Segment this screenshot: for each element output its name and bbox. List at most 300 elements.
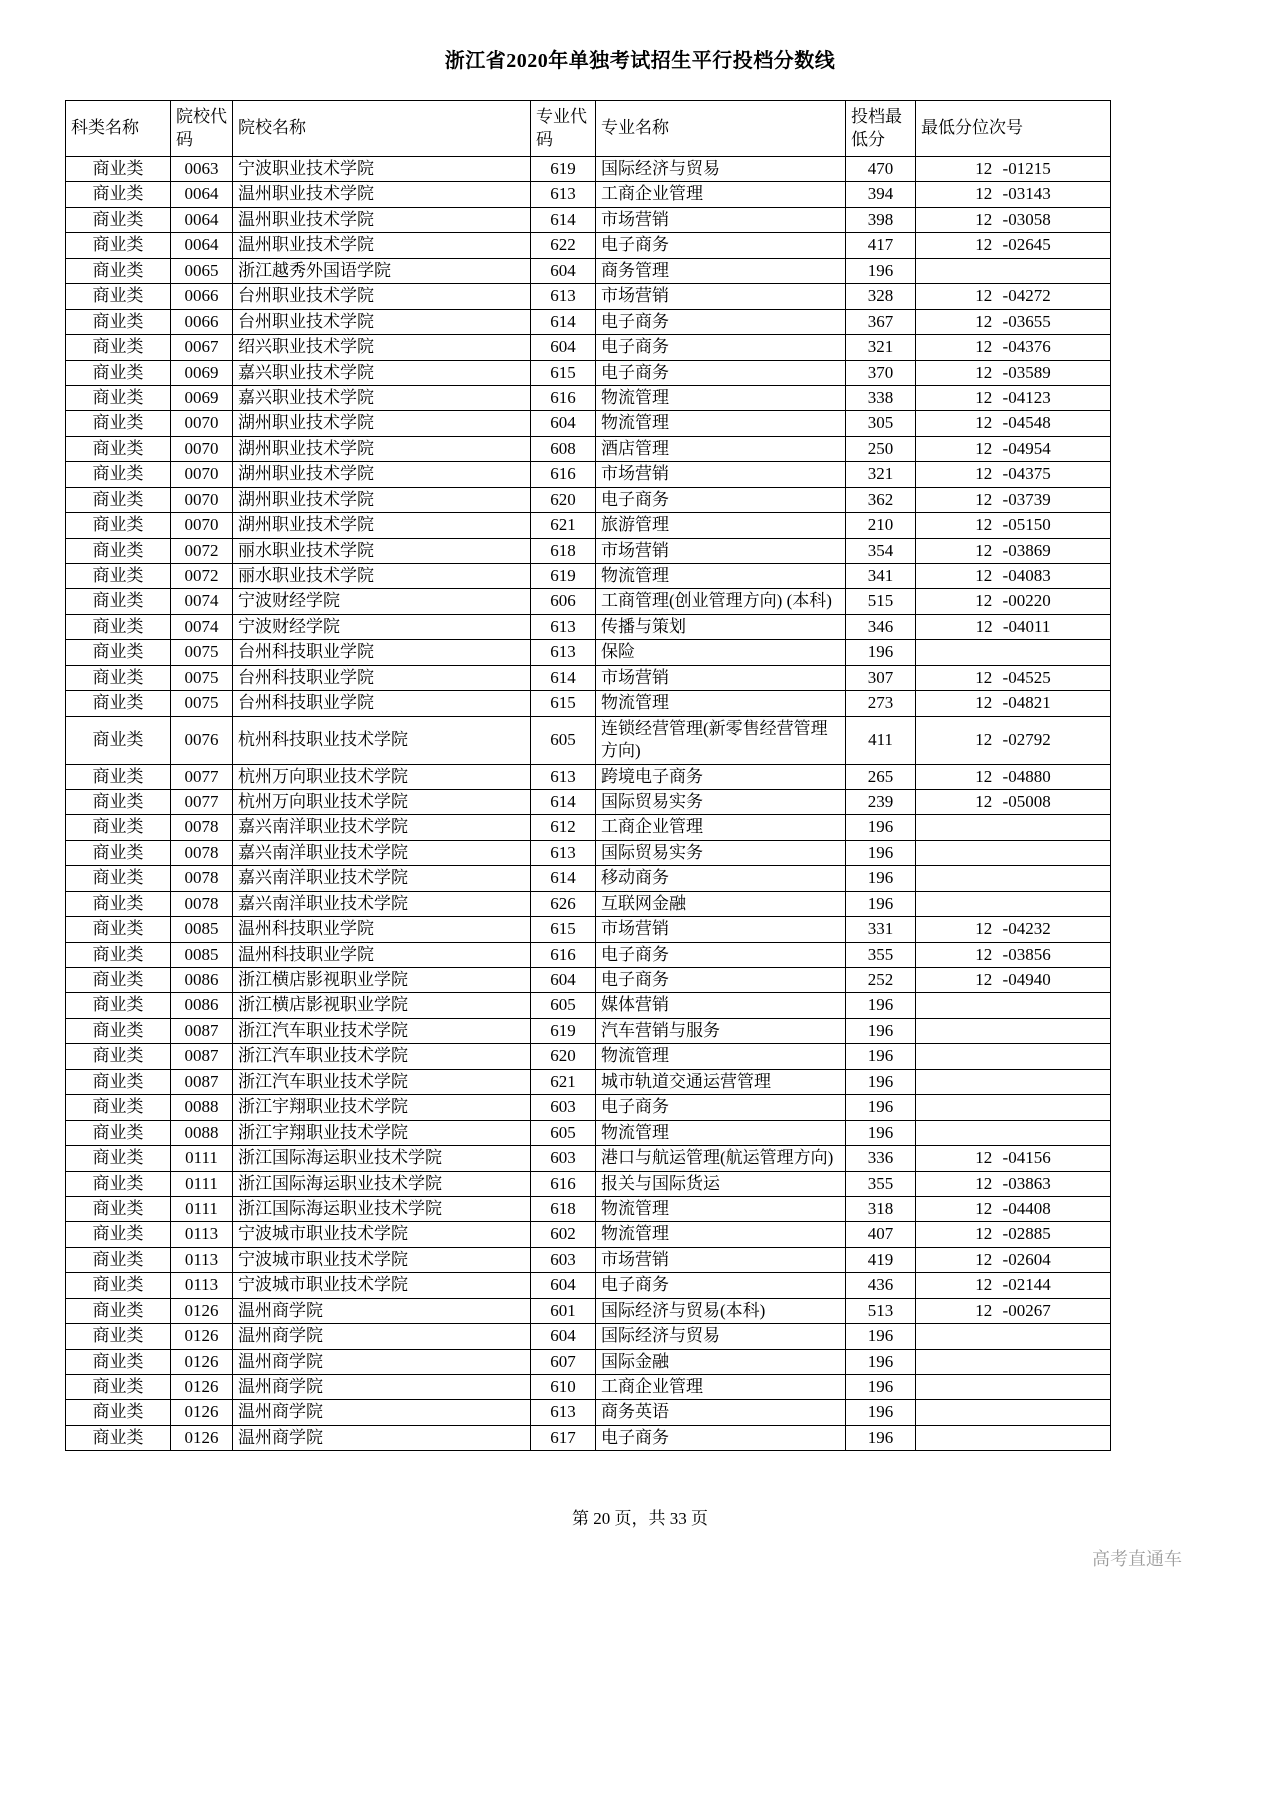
school-name-cell: 丽水职业技术学院 <box>233 538 531 563</box>
rank-cell <box>916 1018 1111 1043</box>
major-name-cell: 电子商务 <box>596 360 846 385</box>
major-name-cell: 酒店管理 <box>596 436 846 461</box>
school-name-cell: 宁波城市职业技术学院 <box>233 1222 531 1247</box>
school-name-cell: 宁波财经学院 <box>233 614 531 639</box>
table-row <box>66 917 1111 942</box>
school-code-cell: 0126 <box>171 1298 233 1323</box>
rank-cell <box>916 866 1111 891</box>
rank-cell: 12 -00267 <box>916 1298 1111 1323</box>
school-code-cell: 0063 <box>171 157 233 182</box>
school-name-cell: 温州职业技术学院 <box>233 233 531 258</box>
major-code-cell: 619 <box>531 157 596 182</box>
school-name-cell: 湖州职业技术学院 <box>233 487 531 512</box>
school-name-cell: 温州商学院 <box>233 1375 531 1400</box>
rank-cell <box>916 1095 1111 1120</box>
school-name-cell: 宁波城市职业技术学院 <box>233 1273 531 1298</box>
category-cell: 商业类 <box>66 1273 171 1298</box>
rank-cell: 12 -02604 <box>916 1247 1111 1272</box>
school-name-cell: 宁波职业技术学院 <box>233 157 531 182</box>
major-code-cell: 607 <box>531 1349 596 1374</box>
major-code-cell: 604 <box>531 258 596 283</box>
min-score-cell: 419 <box>846 1247 916 1272</box>
school-name-cell: 杭州科技职业技术学院 <box>233 716 531 764</box>
table-row <box>66 866 1111 891</box>
school-code-cell: 0078 <box>171 866 233 891</box>
school-code-cell: 0078 <box>171 815 233 840</box>
table-row <box>66 462 1111 487</box>
major-code-cell: 618 <box>531 538 596 563</box>
min-score-cell: 307 <box>846 665 916 690</box>
table-row <box>66 589 1111 614</box>
major-code-cell: 621 <box>531 1069 596 1094</box>
min-score-cell: 470 <box>846 157 916 182</box>
category-cell: 商业类 <box>66 866 171 891</box>
rank-cell: 12 -04011 <box>916 614 1111 639</box>
table-row <box>66 335 1111 360</box>
school-name-cell: 浙江汽车职业技术学院 <box>233 1044 531 1069</box>
category-cell: 商业类 <box>66 411 171 436</box>
table-row <box>66 1349 1111 1374</box>
major-code-cell: 601 <box>531 1298 596 1323</box>
major-code-cell: 604 <box>531 1273 596 1298</box>
category-cell: 商业类 <box>66 564 171 589</box>
category-cell: 商业类 <box>66 968 171 993</box>
min-score-cell: 407 <box>846 1222 916 1247</box>
table-row <box>66 1273 1111 1298</box>
min-score-cell: 338 <box>846 385 916 410</box>
major-name-cell: 汽车营销与服务 <box>596 1018 846 1043</box>
major-name-cell: 物流管理 <box>596 1196 846 1221</box>
min-score-cell: 196 <box>846 993 916 1018</box>
category-cell: 商业类 <box>66 309 171 334</box>
major-name-cell: 移动商务 <box>596 866 846 891</box>
category-cell: 商业类 <box>66 1146 171 1171</box>
school-code-cell: 0066 <box>171 309 233 334</box>
school-name-cell: 温州科技职业学院 <box>233 942 531 967</box>
min-score-cell: 321 <box>846 335 916 360</box>
table-row <box>66 789 1111 814</box>
table-row <box>66 1324 1111 1349</box>
major-code-cell: 614 <box>531 789 596 814</box>
table-row <box>66 840 1111 865</box>
major-name-cell: 物流管理 <box>596 1222 846 1247</box>
school-code-cell: 0070 <box>171 436 233 461</box>
table-row <box>66 1120 1111 1145</box>
min-score-cell: 196 <box>846 1349 916 1374</box>
major-code-cell: 610 <box>531 1375 596 1400</box>
category-cell: 商业类 <box>66 335 171 360</box>
school-name-cell: 台州科技职业学院 <box>233 640 531 665</box>
school-name-cell: 温州职业技术学院 <box>233 207 531 232</box>
category-cell: 商业类 <box>66 942 171 967</box>
rank-cell: 12 -03739 <box>916 487 1111 512</box>
major-code-cell: 617 <box>531 1425 596 1450</box>
school-name-cell: 温州职业技术学院 <box>233 182 531 207</box>
rank-cell: 12 -03863 <box>916 1171 1111 1196</box>
major-name-cell: 市场营销 <box>596 284 846 309</box>
rank-cell: 12 -04123 <box>916 385 1111 410</box>
major-name-cell: 电子商务 <box>596 1273 846 1298</box>
major-code-cell: 613 <box>531 284 596 309</box>
major-name-cell: 物流管理 <box>596 691 846 716</box>
school-name-cell: 嘉兴南洋职业技术学院 <box>233 891 531 916</box>
rank-cell: 12 -03856 <box>916 942 1111 967</box>
school-code-cell: 0086 <box>171 968 233 993</box>
school-name-cell: 台州科技职业学院 <box>233 665 531 690</box>
major-code-cell: 613 <box>531 182 596 207</box>
category-cell: 商业类 <box>66 614 171 639</box>
school-code-cell: 0072 <box>171 538 233 563</box>
category-cell: 商业类 <box>66 1044 171 1069</box>
major-code-cell: 618 <box>531 1196 596 1221</box>
rank-cell <box>916 1349 1111 1374</box>
table-row <box>66 815 1111 840</box>
major-code-cell: 613 <box>531 764 596 789</box>
rank-cell: 12 -02885 <box>916 1222 1111 1247</box>
major-code-cell: 602 <box>531 1222 596 1247</box>
min-score-cell: 318 <box>846 1196 916 1221</box>
rank-cell: 12 -00220 <box>916 589 1111 614</box>
major-name-cell: 市场营销 <box>596 207 846 232</box>
school-name-cell: 湖州职业技术学院 <box>233 436 531 461</box>
rank-cell: 12 -04821 <box>916 691 1111 716</box>
category-cell: 商业类 <box>66 1400 171 1425</box>
rank-cell: 12 -04548 <box>916 411 1111 436</box>
min-score-cell: 196 <box>846 866 916 891</box>
school-code-cell: 0074 <box>171 614 233 639</box>
rank-cell: 12 -03143 <box>916 182 1111 207</box>
major-code-cell: 603 <box>531 1247 596 1272</box>
major-name-cell: 国际经济与贸易 <box>596 1324 846 1349</box>
min-score-cell: 328 <box>846 284 916 309</box>
major-name-cell: 工商企业管理 <box>596 815 846 840</box>
major-name-cell: 电子商务 <box>596 487 846 512</box>
category-cell: 商业类 <box>66 1018 171 1043</box>
major-code-cell: 612 <box>531 815 596 840</box>
category-cell: 商业类 <box>66 538 171 563</box>
school-name-cell: 嘉兴南洋职业技术学院 <box>233 815 531 840</box>
school-code-cell: 0069 <box>171 360 233 385</box>
major-name-cell: 商务管理 <box>596 258 846 283</box>
school-code-cell: 0113 <box>171 1247 233 1272</box>
table-row <box>66 182 1111 207</box>
major-code-cell: 608 <box>531 436 596 461</box>
major-name-cell: 市场营销 <box>596 665 846 690</box>
major-code-cell: 613 <box>531 1400 596 1425</box>
table-row <box>66 538 1111 563</box>
major-code-cell: 615 <box>531 691 596 716</box>
rank-cell: 12 -04880 <box>916 764 1111 789</box>
major-code-cell: 605 <box>531 716 596 764</box>
rank-cell: 12 -04375 <box>916 462 1111 487</box>
table-row <box>66 1095 1111 1120</box>
rank-cell <box>916 1324 1111 1349</box>
table-row <box>66 640 1111 665</box>
rank-cell: 12 -04408 <box>916 1196 1111 1221</box>
major-code-cell: 621 <box>531 513 596 538</box>
major-name-cell: 报关与国际货运 <box>596 1171 846 1196</box>
min-score-cell: 436 <box>846 1273 916 1298</box>
min-score-cell: 196 <box>846 1324 916 1349</box>
rank-cell <box>916 1425 1111 1450</box>
school-code-cell: 0087 <box>171 1069 233 1094</box>
major-name-cell: 媒体营销 <box>596 993 846 1018</box>
major-name-cell: 物流管理 <box>596 411 846 436</box>
major-name-cell: 电子商务 <box>596 1425 846 1450</box>
major-name-cell: 电子商务 <box>596 335 846 360</box>
category-cell: 商业类 <box>66 691 171 716</box>
table-row <box>66 360 1111 385</box>
school-code-cell: 0126 <box>171 1324 233 1349</box>
category-cell: 商业类 <box>66 1120 171 1145</box>
rank-cell <box>916 1400 1111 1425</box>
table-row <box>66 1400 1111 1425</box>
school-code-cell: 0070 <box>171 513 233 538</box>
school-code-cell: 0064 <box>171 182 233 207</box>
min-score-cell: 346 <box>846 614 916 639</box>
school-name-cell: 绍兴职业技术学院 <box>233 335 531 360</box>
major-name-cell: 连锁经营管理(新零售经营管理方向) <box>596 716 846 764</box>
category-cell: 商业类 <box>66 891 171 916</box>
major-code-cell: 604 <box>531 411 596 436</box>
rank-cell <box>916 993 1111 1018</box>
rank-cell: 12 -04232 <box>916 917 1111 942</box>
column-header: 科类名称 <box>66 101 171 157</box>
rank-cell: 12 -03655 <box>916 309 1111 334</box>
school-name-cell: 宁波财经学院 <box>233 589 531 614</box>
major-code-cell: 604 <box>531 968 596 993</box>
category-cell: 商业类 <box>66 157 171 182</box>
school-name-cell: 浙江汽车职业技术学院 <box>233 1018 531 1043</box>
school-code-cell: 0070 <box>171 411 233 436</box>
major-name-cell: 传播与策划 <box>596 614 846 639</box>
major-name-cell: 电子商务 <box>596 1095 846 1120</box>
table-row <box>66 309 1111 334</box>
major-name-cell: 物流管理 <box>596 1044 846 1069</box>
rank-cell: 12 -05008 <box>916 789 1111 814</box>
major-code-cell: 604 <box>531 1324 596 1349</box>
table-row <box>66 968 1111 993</box>
major-code-cell: 613 <box>531 840 596 865</box>
school-name-cell: 嘉兴南洋职业技术学院 <box>233 866 531 891</box>
major-code-cell: 605 <box>531 1120 596 1145</box>
min-score-cell: 196 <box>846 1069 916 1094</box>
rank-cell: 12 -01215 <box>916 157 1111 182</box>
table-row <box>66 614 1111 639</box>
school-name-cell: 温州科技职业学院 <box>233 917 531 942</box>
major-name-cell: 市场营销 <box>596 462 846 487</box>
column-header: 院校代码 <box>171 101 233 157</box>
school-code-cell: 0074 <box>171 589 233 614</box>
school-code-cell: 0065 <box>171 258 233 283</box>
school-name-cell: 宁波城市职业技术学院 <box>233 1247 531 1272</box>
category-cell: 商业类 <box>66 462 171 487</box>
major-code-cell: 616 <box>531 385 596 410</box>
category-cell: 商业类 <box>66 840 171 865</box>
category-cell: 商业类 <box>66 917 171 942</box>
school-code-cell: 0077 <box>171 789 233 814</box>
category-cell: 商业类 <box>66 764 171 789</box>
table-row <box>66 233 1111 258</box>
category-cell: 商业类 <box>66 815 171 840</box>
table-row <box>66 1196 1111 1221</box>
min-score-cell: 394 <box>846 182 916 207</box>
major-name-cell: 电子商务 <box>596 942 846 967</box>
category-cell: 商业类 <box>66 233 171 258</box>
school-code-cell: 0126 <box>171 1375 233 1400</box>
category-cell: 商业类 <box>66 513 171 538</box>
school-code-cell: 0086 <box>171 993 233 1018</box>
category-cell: 商业类 <box>66 182 171 207</box>
min-score-cell: 355 <box>846 1171 916 1196</box>
major-name-cell: 国际金融 <box>596 1349 846 1374</box>
major-code-cell: 603 <box>531 1095 596 1120</box>
school-code-cell: 0085 <box>171 942 233 967</box>
major-code-cell: 613 <box>531 614 596 639</box>
rank-cell: 12 -04954 <box>916 436 1111 461</box>
school-name-cell: 温州商学院 <box>233 1400 531 1425</box>
school-code-cell: 0077 <box>171 764 233 789</box>
category-cell: 商业类 <box>66 789 171 814</box>
major-name-cell: 国际经济与贸易 <box>596 157 846 182</box>
column-header: 投档最低分 <box>846 101 916 157</box>
watermark: 高考直通车 <box>1092 1549 1182 1569</box>
table-row <box>66 564 1111 589</box>
school-name-cell: 台州科技职业学院 <box>233 691 531 716</box>
major-code-cell: 614 <box>531 309 596 334</box>
min-score-cell: 515 <box>846 589 916 614</box>
table-row <box>66 764 1111 789</box>
major-code-cell: 605 <box>531 993 596 1018</box>
table-body <box>66 157 1111 1451</box>
major-name-cell: 港口与航运管理(航运管理方向) <box>596 1146 846 1171</box>
table-row <box>66 1018 1111 1043</box>
school-code-cell: 0064 <box>171 207 233 232</box>
category-cell: 商业类 <box>66 1349 171 1374</box>
school-name-cell: 浙江汽车职业技术学院 <box>233 1069 531 1094</box>
school-name-cell: 浙江国际海运职业技术学院 <box>233 1196 531 1221</box>
category-cell: 商业类 <box>66 258 171 283</box>
min-score-cell: 196 <box>846 840 916 865</box>
min-score-cell: 417 <box>846 233 916 258</box>
table-header-row <box>66 101 1111 157</box>
school-code-cell: 0126 <box>171 1349 233 1374</box>
table-row <box>66 207 1111 232</box>
category-cell: 商业类 <box>66 1324 171 1349</box>
school-name-cell: 湖州职业技术学院 <box>233 411 531 436</box>
table-row <box>66 1425 1111 1450</box>
page-number: 第 20 页，共 33 页 <box>572 1509 708 1528</box>
school-name-cell: 嘉兴职业技术学院 <box>233 385 531 410</box>
table-row <box>66 385 1111 410</box>
school-name-cell: 温州商学院 <box>233 1349 531 1374</box>
category-cell: 商业类 <box>66 993 171 1018</box>
rank-cell <box>916 1120 1111 1145</box>
category-cell: 商业类 <box>66 1069 171 1094</box>
min-score-cell: 341 <box>846 564 916 589</box>
rank-cell: 12 -03589 <box>916 360 1111 385</box>
min-score-cell: 196 <box>846 1018 916 1043</box>
major-name-cell: 工商企业管理 <box>596 182 846 207</box>
category-cell: 商业类 <box>66 640 171 665</box>
school-code-cell: 0075 <box>171 640 233 665</box>
major-code-cell: 614 <box>531 665 596 690</box>
table-row <box>66 1247 1111 1272</box>
school-code-cell: 0075 <box>171 691 233 716</box>
school-code-cell: 0072 <box>171 564 233 589</box>
major-name-cell: 互联网金融 <box>596 891 846 916</box>
min-score-cell: 196 <box>846 815 916 840</box>
rank-cell: 12 -04272 <box>916 284 1111 309</box>
major-name-cell: 电子商务 <box>596 309 846 334</box>
table-row <box>66 258 1111 283</box>
score-table <box>65 100 1111 1451</box>
rank-cell: 12 -02792 <box>916 716 1111 764</box>
school-code-cell: 0078 <box>171 891 233 916</box>
school-name-cell: 丽水职业技术学院 <box>233 564 531 589</box>
page-title: 浙江省2020年单独考试招生平行投档分数线 <box>444 50 836 72</box>
rank-cell: 12 -02144 <box>916 1273 1111 1298</box>
major-name-cell: 工商管理(创业管理方向) (本科) <box>596 589 846 614</box>
major-name-cell: 市场营销 <box>596 1247 846 1272</box>
school-name-cell: 浙江横店影视职业学院 <box>233 968 531 993</box>
school-name-cell: 嘉兴职业技术学院 <box>233 360 531 385</box>
min-score-cell: 196 <box>846 1400 916 1425</box>
rank-cell <box>916 258 1111 283</box>
major-code-cell: 615 <box>531 360 596 385</box>
major-name-cell: 旅游管理 <box>596 513 846 538</box>
rank-cell: 12 -05150 <box>916 513 1111 538</box>
school-code-cell: 0085 <box>171 917 233 942</box>
major-code-cell: 616 <box>531 462 596 487</box>
major-name-cell: 工商企业管理 <box>596 1375 846 1400</box>
category-cell: 商业类 <box>66 589 171 614</box>
rank-cell <box>916 891 1111 916</box>
table-row <box>66 513 1111 538</box>
table-row <box>66 1298 1111 1323</box>
major-code-cell: 616 <box>531 942 596 967</box>
category-cell: 商业类 <box>66 1425 171 1450</box>
min-score-cell: 239 <box>846 789 916 814</box>
school-code-cell: 0087 <box>171 1044 233 1069</box>
min-score-cell: 370 <box>846 360 916 385</box>
school-code-cell: 0111 <box>171 1196 233 1221</box>
rank-cell: 12 -04083 <box>916 564 1111 589</box>
table-row <box>66 1375 1111 1400</box>
major-name-cell: 国际贸易实务 <box>596 840 846 865</box>
category-cell: 商业类 <box>66 1298 171 1323</box>
school-name-cell: 温州商学院 <box>233 1425 531 1450</box>
min-score-cell: 354 <box>846 538 916 563</box>
table-row <box>66 284 1111 309</box>
school-name-cell: 台州职业技术学院 <box>233 284 531 309</box>
table-row <box>66 1222 1111 1247</box>
category-cell: 商业类 <box>66 1222 171 1247</box>
min-score-cell: 336 <box>846 1146 916 1171</box>
table-row <box>66 716 1111 764</box>
school-code-cell: 0126 <box>171 1400 233 1425</box>
min-score-cell: 513 <box>846 1298 916 1323</box>
major-name-cell: 电子商务 <box>596 968 846 993</box>
major-name-cell: 商务英语 <box>596 1400 846 1425</box>
rank-cell: 12 -04525 <box>916 665 1111 690</box>
school-code-cell: 0088 <box>171 1120 233 1145</box>
major-code-cell: 606 <box>531 589 596 614</box>
rank-cell: 12 -04940 <box>916 968 1111 993</box>
rank-cell: 12 -04376 <box>916 335 1111 360</box>
school-name-cell: 浙江宇翔职业技术学院 <box>233 1120 531 1145</box>
school-code-cell: 0126 <box>171 1425 233 1450</box>
